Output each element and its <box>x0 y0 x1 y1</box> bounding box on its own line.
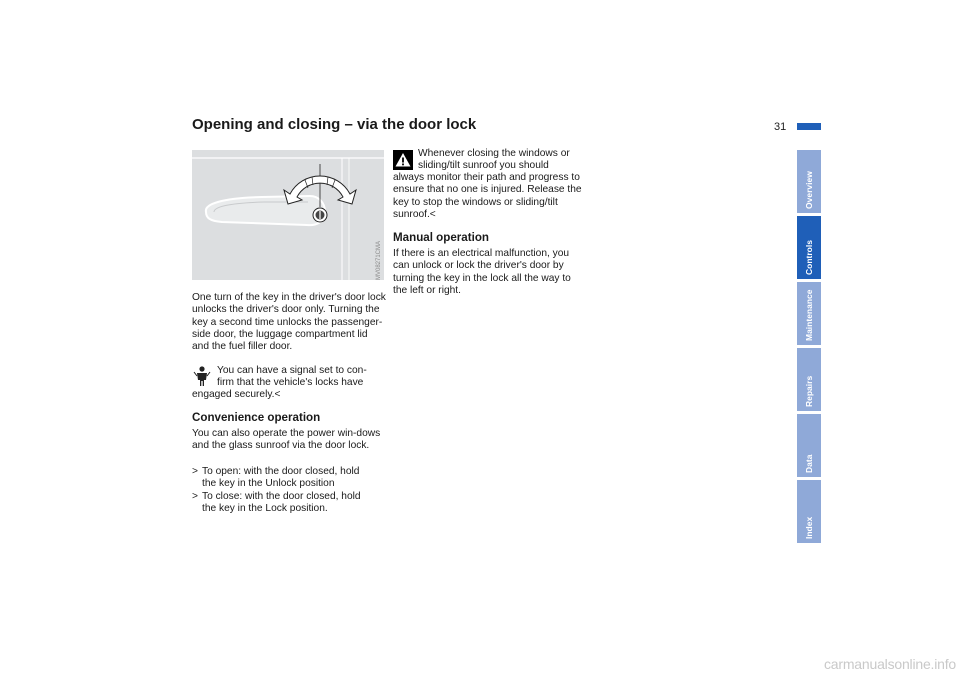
list-item <box>192 491 387 516</box>
tab-overview[interactable] <box>797 150 821 213</box>
note-line-2: firm that the vehicle's locks have <box>217 377 364 388</box>
list-item-text: To close: with the door closed, hold the key in the Lock position. <box>202 490 361 514</box>
tab-index[interactable] <box>797 480 821 543</box>
tab-label: Controls <box>804 240 814 275</box>
watermark: carmanualsonline.info <box>824 656 956 672</box>
tab-maintenance[interactable] <box>797 282 821 345</box>
door-lock-figure <box>192 150 384 280</box>
warning-line-2: sliding/tilt sunroof you should <box>418 160 549 171</box>
list-item <box>192 466 387 491</box>
manual-paragraph: If there is an electrical malfunction, you can unlock or lock the driver's door by turning the key in the lock all the way to the left or right. <box>393 248 571 296</box>
intro-paragraph: One turn of the key in the driver's door lock unlocks the driver's door only. Turning the key a second time unlocks the passenger-side door, the luggage compartment lid and the fuel filler door. <box>192 292 386 353</box>
page-number: 31 <box>774 121 787 133</box>
tab-label: Overview <box>804 171 814 209</box>
tab-controls[interactable] <box>797 216 821 279</box>
convenience-heading: Convenience operation <box>192 411 321 424</box>
list-item-text: To open: with the door closed, hold the key in the Unlock position <box>202 466 360 490</box>
tab-repairs[interactable] <box>797 348 821 411</box>
page-title: Opening and closing – via the door lock <box>192 116 477 133</box>
note-line-3: engaged securely.< <box>192 389 281 400</box>
warning-triangle-icon <box>393 150 413 170</box>
convenience-paragraph: You can also operate the power win-dows and the glass sunroof via the door lock. <box>192 428 381 452</box>
tab-label: Index <box>804 516 814 539</box>
page-number-bar <box>797 123 821 130</box>
note-line-1: You can have a signal set to con- <box>217 365 367 376</box>
figure-code: MV08271CMA <box>376 240 382 280</box>
tab-label: Maintenance <box>804 289 814 341</box>
tab-data[interactable] <box>797 414 821 477</box>
bullet-marker: > <box>192 466 198 477</box>
bullet-marker: > <box>192 490 198 502</box>
tab-label: Data <box>804 454 814 473</box>
door-lock-key-diagram-icon <box>192 150 384 280</box>
warning-line-1: Whenever closing the windows or <box>418 148 570 159</box>
person-note-icon <box>192 365 212 387</box>
warning-paragraph: always monitor their path and progress to ensure that no one is injured. Release the key to stop the windows or sliding/tilt sunroof.< <box>393 172 582 220</box>
manual-heading: Manual operation <box>393 231 489 244</box>
tab-label: Repairs <box>804 375 814 407</box>
convenience-list <box>192 466 387 515</box>
